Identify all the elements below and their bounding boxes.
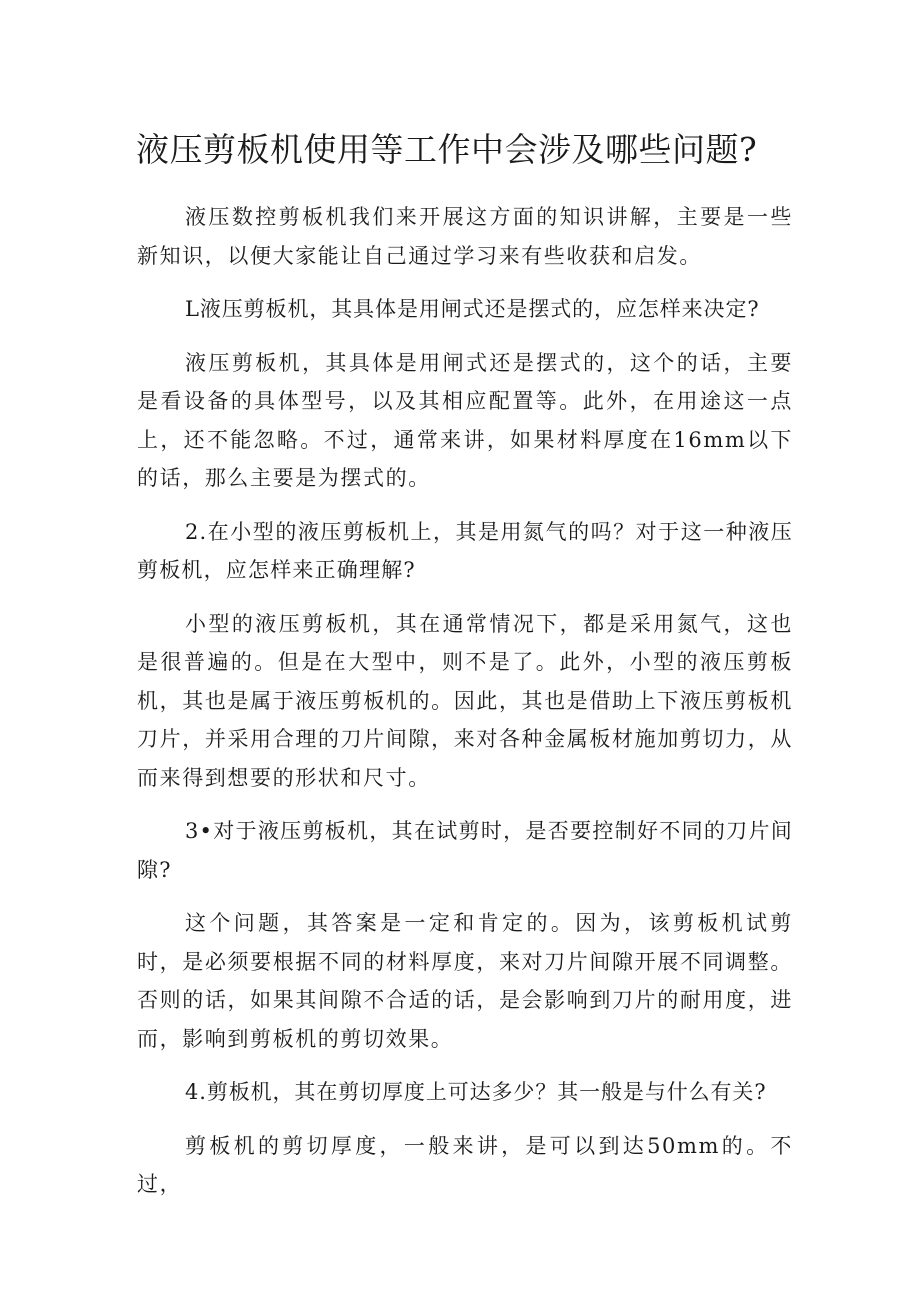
answer-4: 剪板机的剪切厚度，一般来讲，是可以到达50mm的。不过， — [137, 1133, 793, 1196]
document-title: 液压剪板机使用等工作中会涉及哪些问题? — [136, 130, 758, 169]
paragraph-intro: 液压数控剪板机我们来开展这方面的知识讲解，主要是一些新知识，以便大家能让自己通过学习来有些收获和启发。 — [137, 205, 793, 268]
answer-3: 这个问题，其答案是一定和肯定的。因为，该剪板机试剪时，是必须要根据不同的材料厚度，来对刀片间隙开展不同调整。否则的话，如果其间隙不合适的话，是会影响到刀片的耐用度，进而，影响到剪板机的剪切效果。 — [137, 911, 793, 1051]
question-3: 3•对于液压剪板机，其在试剪时，是否要控制好不同的刀片间隙? — [137, 819, 793, 882]
answer-1: 液压剪板机，其具体是用闸式还是摆式的，这个的话，主要是看设备的具体型号，以及其相应配置等。此外，在用途这一点上，还不能忽略。不过，通常来讲，如果材料厚度在16mm以下的话，那么主要是为摆式的。 — [137, 350, 793, 490]
question-4: 4.剪板机，其在剪切厚度上可达多少？其一般是与什么有关? — [185, 1080, 767, 1104]
question-1: L液压剪板机，其具体是用闸式还是摆式的，应怎样来决定? — [185, 297, 760, 321]
answer-2: 小型的液压剪板机，其在通常情况下，都是采用氮气，这也是很普遍的。但是在大型中，则不是了。此外，小型的液压剪板机，其也是属于液压剪板机的。因此，其也是借助上下液压剪板机刀片，并采用合理的刀片间隙，来对各种金属板材施加剪切力，从而来得到想要的形状和尺寸。 — [137, 611, 793, 790]
question-2: 2.在小型的液压剪板机上，其是用氮气的吗？对于这一种液压剪板机，应怎样来正确理解? — [137, 519, 793, 582]
document-body — [137, 198, 793, 1219]
